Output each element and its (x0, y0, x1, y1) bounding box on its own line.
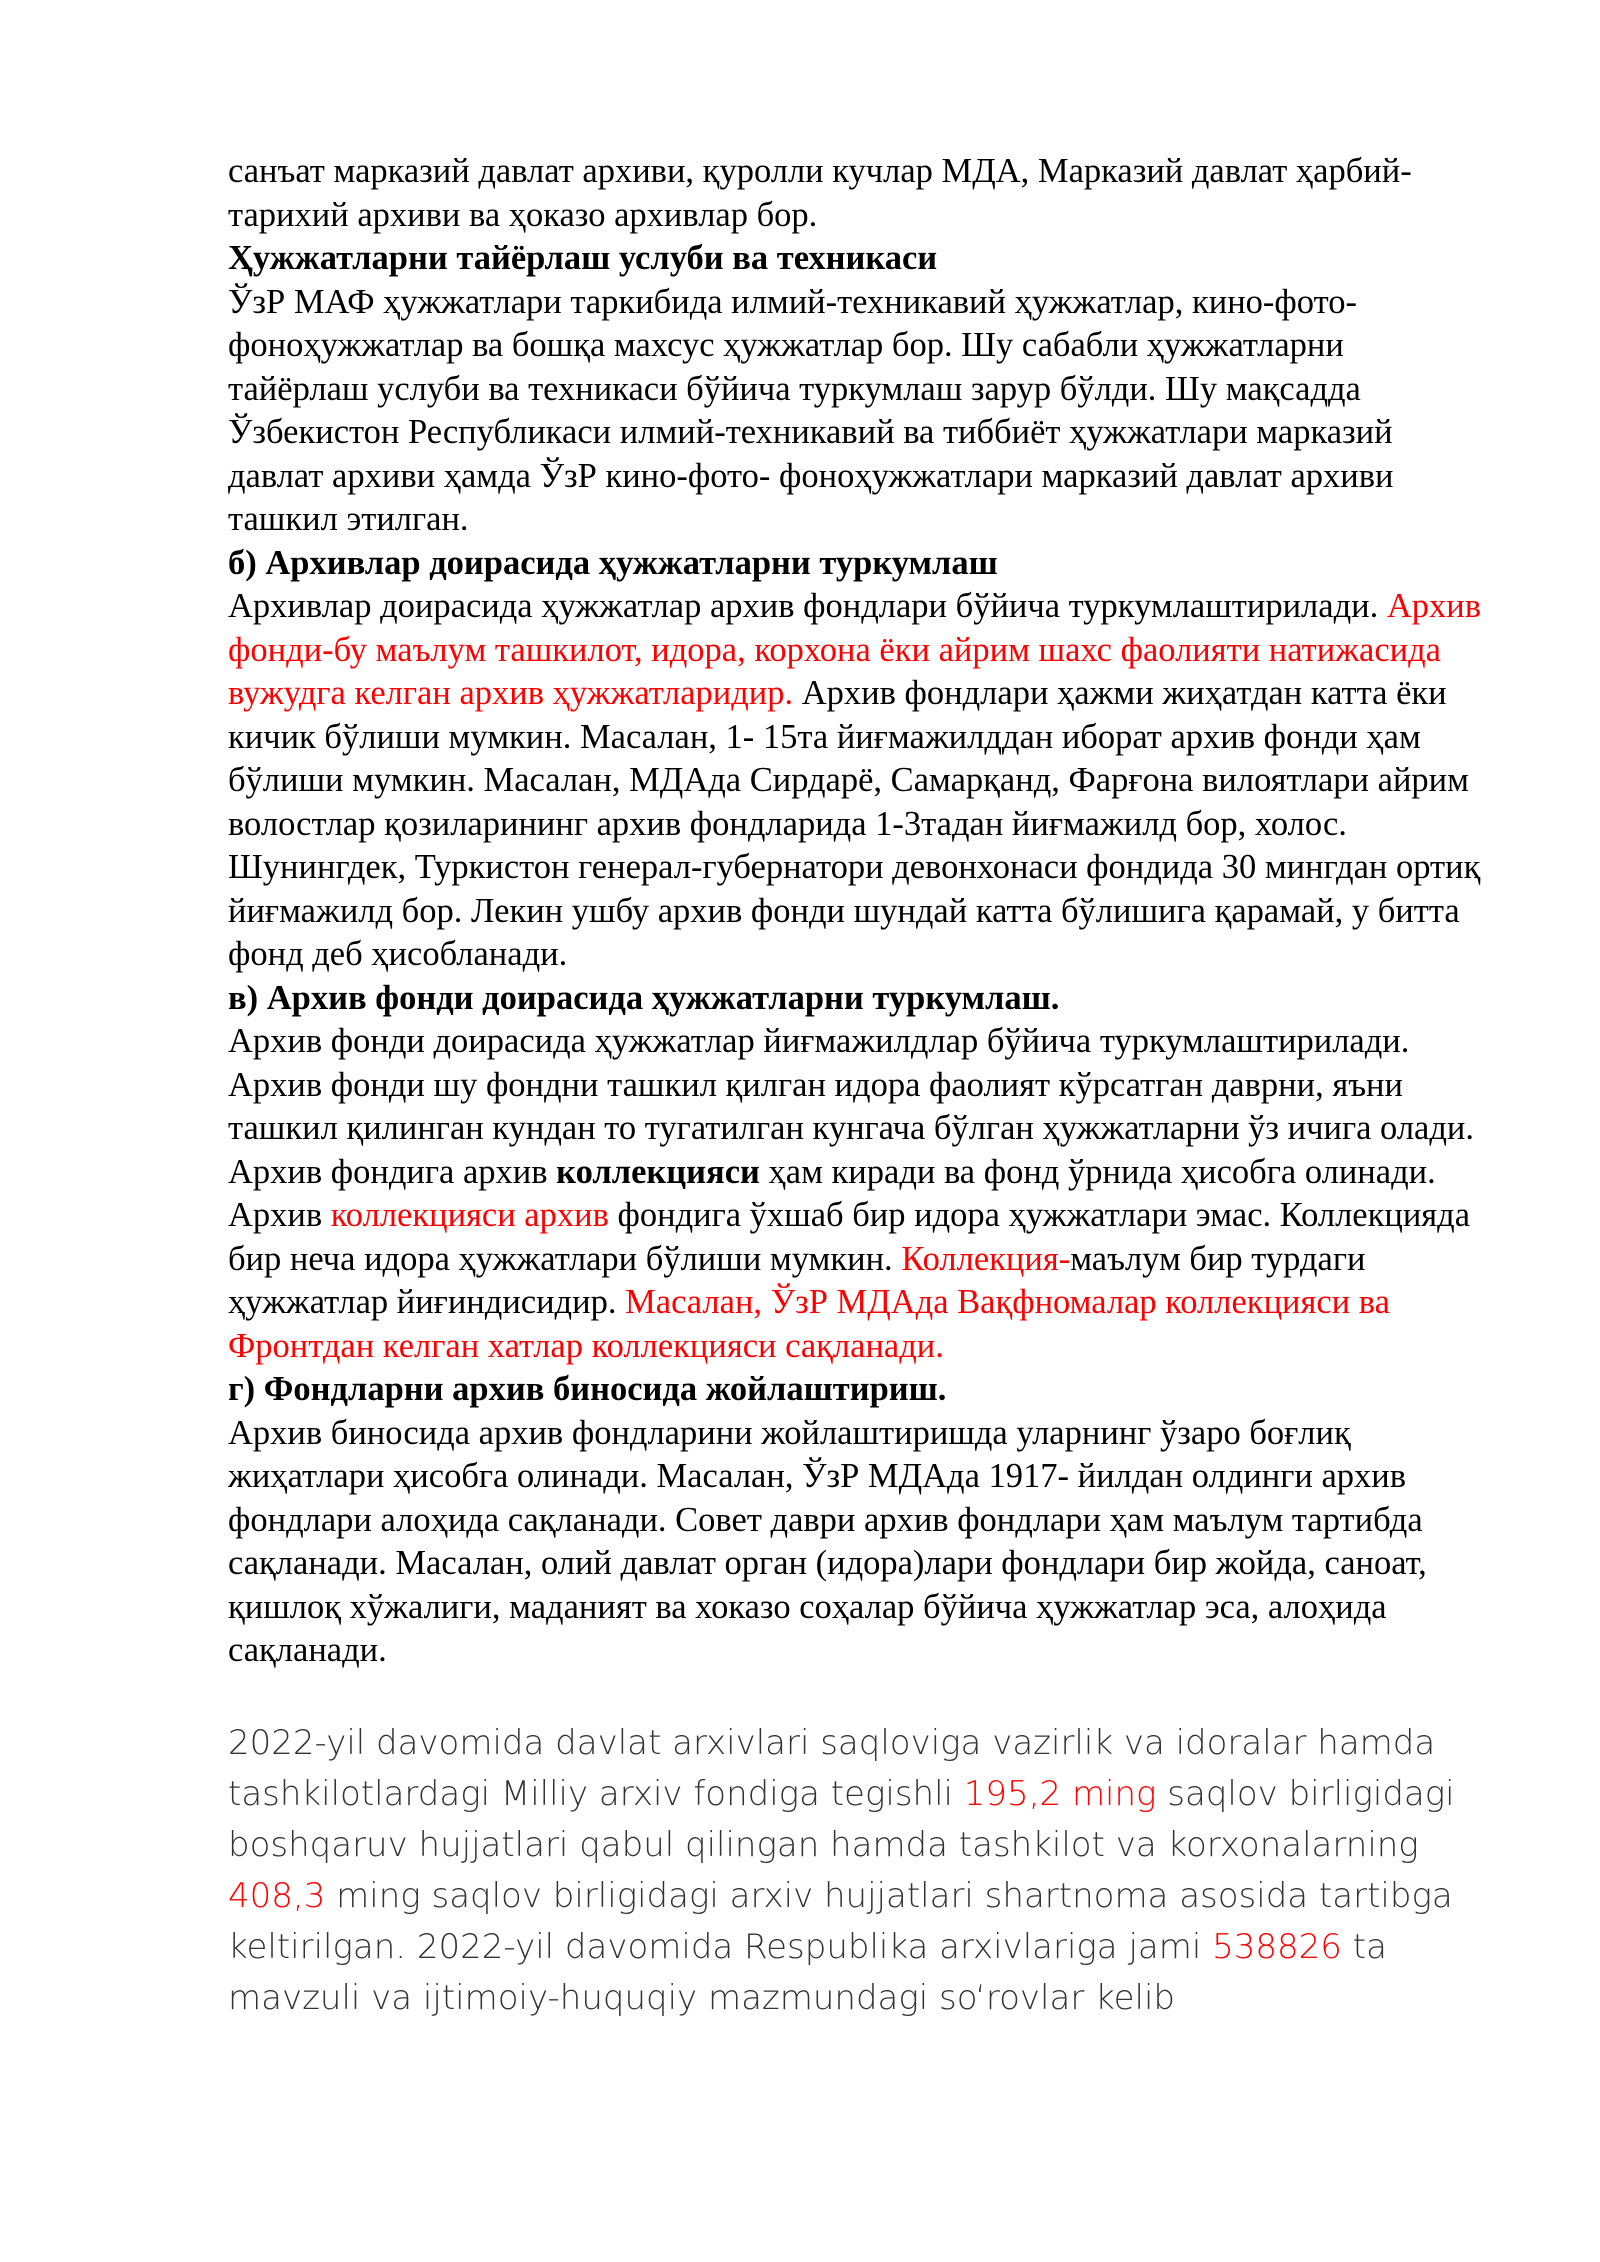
heading-preparation-style: Ҳужжатларни тайёрлаш услуби ва техникаси (228, 239, 938, 277)
text-run: Архивлар доирасида ҳужжатлар архив фондлари бўйича туркумлаштирилади. (228, 587, 1379, 625)
cyrillic-text-block (228, 150, 1490, 1673)
text-run: фондига ўхшаб бир идора ҳужжатлари эмас. Коллекцияда бир неча идора ҳужжатлари бўлиши мумкин. (228, 1196, 1471, 1278)
heading-section-v: в) Архив фонди доирасида ҳужжатларни туркумлаш. (228, 978, 1060, 1017)
latin-text-block (228, 1718, 1490, 2024)
highlighted-term: коллекцияси архив (330, 1196, 609, 1234)
paragraph-statistics-2022 (228, 1718, 1490, 2024)
paragraph-archives-list: санъат марказий давлат архиви, қуролли кучлар МДА, Марказий давлат ҳарбий-тарихий архиви ва ҳоказо архивлар бор. (228, 152, 1412, 234)
highlighted-example: Масалан, ЎзР МДАда Вақфномалар коллекцияси ва Фронтдан келган хатлар коллекцияси сақланади. (228, 1283, 1390, 1365)
paragraph-section-v (228, 1020, 1490, 1368)
document-page (228, 150, 1490, 2024)
highlighted-number: 408,3 (228, 1875, 326, 1916)
text-run: ming saqlov birligidagi arxiv hujjatlari shartnoma asosida tartibga keltirilgan. 2022-yil davomida Respublika arxivlariga jami (228, 1875, 1453, 1967)
heading-section-b: б) Архивлар доирасида ҳужжатларни туркумлаш (228, 543, 998, 582)
text-run: saqlov birligidagi boshqaruv hujjatlari qabul qilingan hamda tashkilot va korxonalarning (228, 1773, 1455, 1865)
paragraph-preparation-style: ЎзР МАФ ҳужжатлари таркибида илмий-техникавий ҳужжатлар, кино-фото-фоноҳужжатлар ва бошқа махсус ҳужжатлар бор. Шу сабабли ҳужжатларни тайёрлаш услуби ва техникаси бўйича туркумлаш зарур бўлди. Шу мақсадда Ўзбекистон Республикаси илмий-техникавий ва тиббиёт ҳужжатлари марказий давлат архиви ҳамда ЎзР кино-фото- фоноҳужжатлари марказий давлат архиви ташкил этилган. (228, 282, 1394, 538)
text-run: ҳам киради ва фонд ўрнида ҳисобга олинади. Архив (228, 1152, 1436, 1234)
text-run: 2022-yil davomida davlat arxivlari saqloviga vazirlik va idoralar hamda tashkilotlardagi Milliy arxiv fondiga tegishli (228, 1722, 1436, 1814)
paragraph-section-g: Архив биносида архив фондларини жойлаштиришда уларнинг ўзаро боғлиқ жиҳатлари ҳисобга олинади. Масалан, ЎзР МДАда 1917- йилдан олдинги архив фондлари алоҳида сақланади. Совет даври архив фондлари ҳам маълум тартибда сақланади. Масалан, олий давлат орган (идора)лари фондлари бир жойда, саноат, қишлоқ хўжалиги, маданият ва хоказо соҳалар бўйича ҳужжатлар эса, алоҳида сақланади. (228, 1413, 1427, 1669)
text-run: маълум бир турдаги ҳужжатлар йиғиндисидир. (228, 1239, 1366, 1321)
text-run: Архив фондлари ҳажми жиҳатдан катта ёки кичик бўлиши мумкин. Масалан, 1- 15та йиғмажилддан иборат архив фонди ҳам бўлиши мумкин. Масалан, МДАда Сирдарё, Самарқанд, Фарғона вилоятлари айрим волостлар қозиларининг архив фондларида 1-3тадан йиғмажилд бор, холос. Шунингдек, Туркистон генерал-губернатори девонхонаси фондида 30 мингдан ортиқ йиғмажилд бор. Лекин ушбу архив фонди шундай катта бўлишига қарамай, у битта фонд деб ҳисобланади. (228, 674, 1481, 973)
highlighted-term: Коллекция- (901, 1239, 1071, 1278)
paragraph-section-b (228, 585, 1490, 977)
bold-term: коллекцияси (556, 1152, 760, 1191)
heading-section-g: г) Фондларни архив биносида жойлаштириш. (228, 1370, 947, 1408)
text-run: Архив фонди доирасида ҳужжатлар йиғмажилдлар бўйича туркумлаштирилади. Архив фонди шу фондни ташкил қилган идора фаолият кўрсатган даврни, яъни ташкил қилинган кундан то тугатилган кунгача бўлган ҳужжатларни ўз ичига олади. Архив фондига архив (228, 1022, 1474, 1191)
highlighted-definition: Архив фонди-бу маълум ташкилот, идора, корхона ёки айрим шахс фаолияти натижасида вужудга келган архив ҳужжатларидир. (228, 587, 1482, 712)
text-run: ta mavzuli va ijtimoiy-huquqiy mazmundagi so‘rovlar kelib (228, 1926, 1387, 2018)
highlighted-number: 195,2 ming (963, 1773, 1157, 1814)
highlighted-number: 538826 (1212, 1926, 1342, 1967)
